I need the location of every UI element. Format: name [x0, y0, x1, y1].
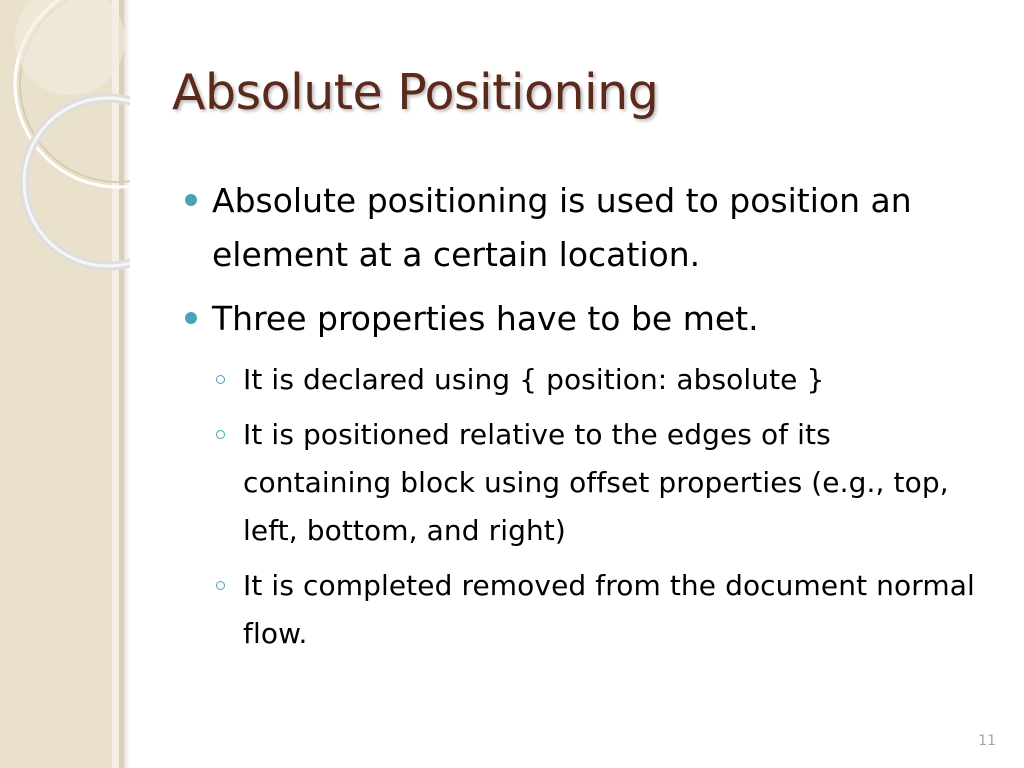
bullet-item: [184, 292, 984, 346]
bullet-item: [184, 174, 984, 282]
sub-bullet-ring-icon: [216, 430, 225, 439]
bullet-dot-icon: [185, 194, 197, 206]
bullet-text: Absolute positioning is used to position an element at a certain location.: [212, 181, 912, 274]
page-number: 11: [978, 733, 996, 749]
sub-bullet-text: It is declared using { position: absolute }: [243, 363, 825, 396]
bullet-dot-icon: [185, 312, 197, 324]
slide-title: Absolute Positioning: [172, 64, 659, 121]
sub-bullet-text: It is completed removed from the document normal flow.: [243, 569, 975, 650]
bullet-text: Three properties have to be met.: [212, 299, 759, 338]
sub-bullet-item: [243, 562, 984, 658]
sub-bullet-item: [243, 356, 984, 404]
decorative-circles-icon: [0, 0, 130, 300]
sub-bullet-ring-icon: [216, 581, 225, 590]
sub-bullet-ring-icon: [216, 375, 225, 384]
sub-bullet-text: It is positioned relative to the edges of its containing block using offset properties (e.g., top, left, bottom, and right): [243, 418, 949, 547]
sub-bullet-item: [243, 411, 984, 555]
bullet-list: [184, 174, 984, 665]
